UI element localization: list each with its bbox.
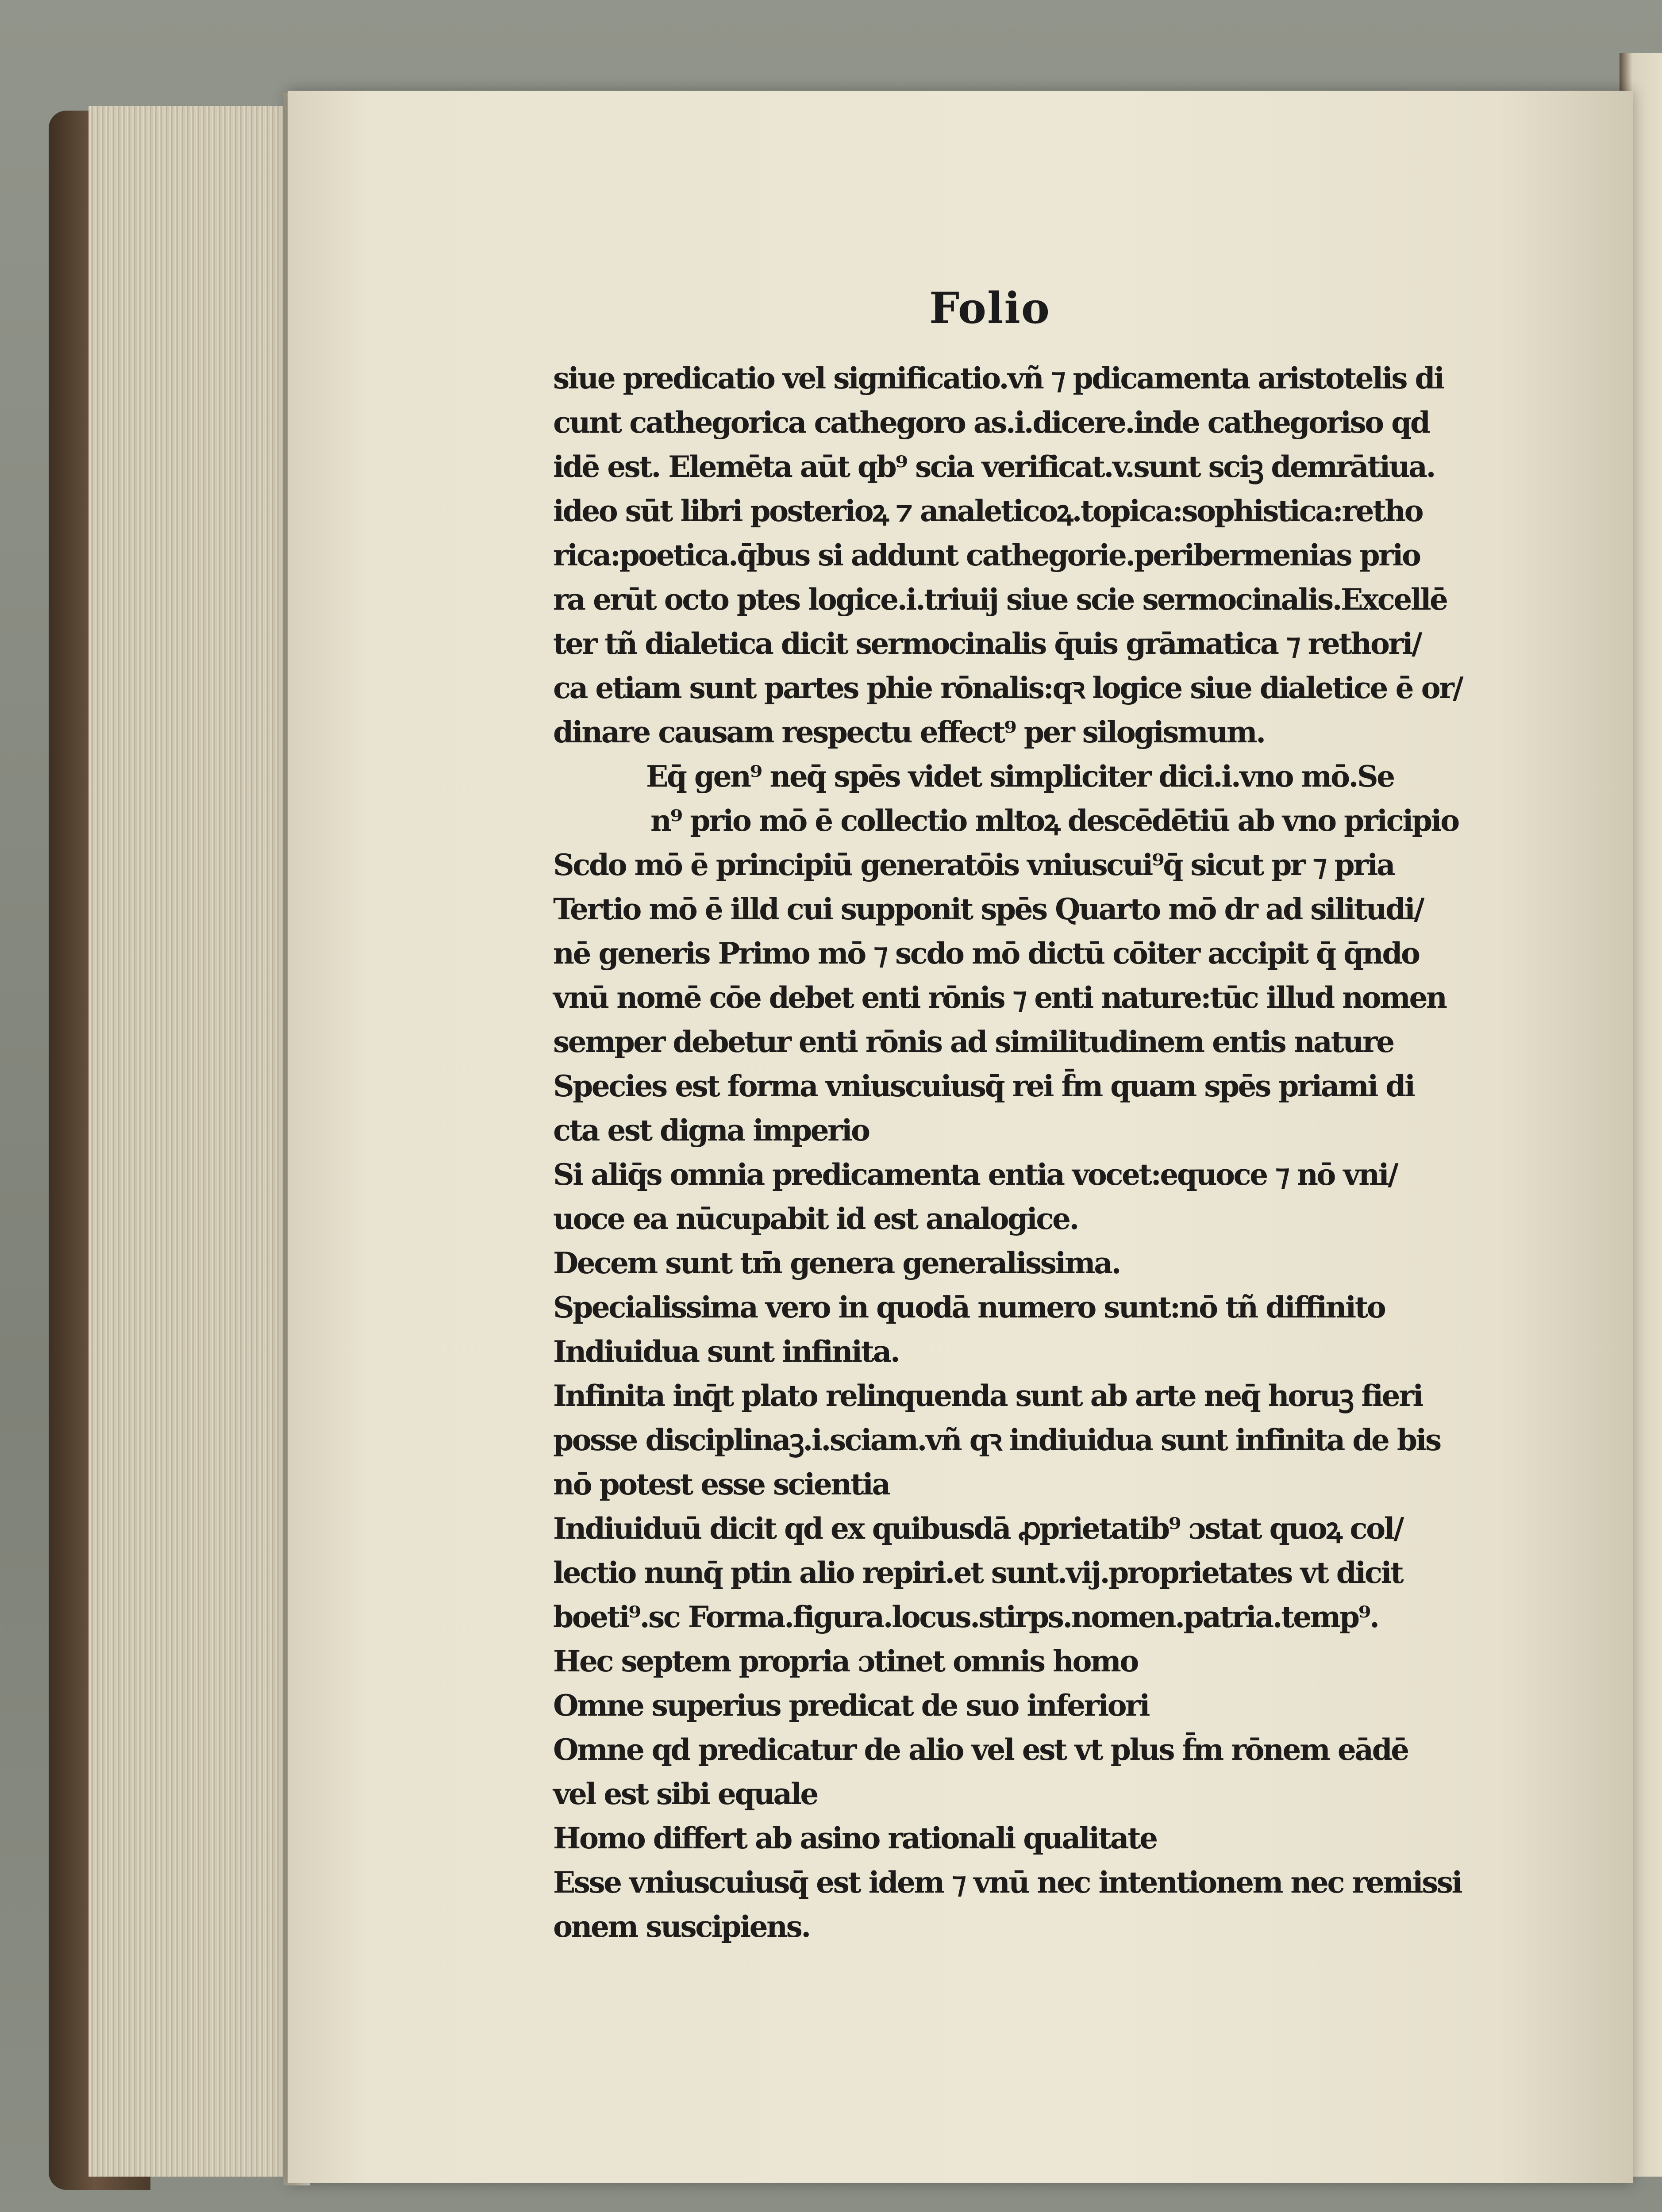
text-line: dinare causam respectu effect⁹ per silogismum.	[553, 715, 1265, 749]
text-line: siue predicatio vel significatio.vñ ⁊ pdicamenta aristotelis di	[553, 361, 1443, 396]
page-edges	[88, 106, 292, 2177]
text-line: Hec septem propria ɔtinet omnis homo	[553, 1644, 1138, 1678]
text-line: Species est forma vniuscuiusq̄ rei f̄m quam spēs priami di	[553, 1069, 1414, 1103]
text-line: rica:poetica.q̄bus si addunt cathegorie.peribermenias prio	[553, 538, 1420, 572]
text-block	[553, 356, 1500, 1949]
text-line: idē est. Elemēta aūt qb⁹ scia verificat.v.sunt sciꝫ demrātiua.	[553, 449, 1435, 484]
text-line: semper debetur enti rōnis ad similitudinem entis nature	[553, 1025, 1393, 1059]
text-line: boeti⁹.sc Forma.figura.locus.stirps.nomen.patria.temp⁹.	[553, 1600, 1378, 1634]
text-line: posse disciplinaꝫ.i.sciam.vñ qꝛ indiuidua sunt infinita de bis	[553, 1423, 1440, 1457]
text-line: nō potest esse scientia	[553, 1467, 889, 1502]
text-line: Eq̄ gen⁹ neq̄ spēs videt simpliciter dici.i.vno mō.Se	[646, 759, 1394, 794]
text-line: ra erūt octo ptes logice.i.triuij siue scie sermocinalis.Excellē	[553, 582, 1447, 617]
text-line: n⁹ prio mō ē collectio mltoꝝ descēdētiū ab vno pricipio	[650, 803, 1458, 838]
text-line: vnū nomē cōe debet enti rōnis ⁊ enti nature:tūc illud nomen	[553, 980, 1446, 1015]
text-line: Decem sunt tm̄ genera generalissima.	[553, 1246, 1120, 1280]
text-line: Infinita inq̄t plato relinquenda sunt ab arte neq̄ horuꝫ fieri	[553, 1379, 1422, 1413]
text-line: Specialissima vero in quodā numero sunt:nō tñ diffinito	[553, 1290, 1385, 1325]
text-line: Esse vniuscuiusq̄ est idem ⁊ vnū nec intentionem nec remissi	[553, 1865, 1462, 1900]
text-line: ideo sūt libri posterioꝝ ⁊ analeticoꝝ.topica:sophistica:retho	[553, 494, 1423, 528]
text-line: Tertio mō ē illd cui supponit spēs Quarto mō dr ad silitudi/	[553, 892, 1423, 926]
text-line: Homo differt ab asino rationali qualitate	[553, 1821, 1157, 1855]
text-line: Indiuiduū dicit qd ex quibusdā ꝓprietatib⁹ ɔstat quoꝝ col/	[553, 1511, 1403, 1546]
text-line: Omne superius predicat de suo inferiori	[553, 1688, 1149, 1723]
text-line: cta est digna imperio	[553, 1113, 869, 1148]
text-line: ca etiam sunt partes phie rōnalis:qꝛ logice siue dialetice ē or/	[553, 671, 1462, 705]
text-line: uoce ea nūcupabit id est analogice.	[553, 1202, 1078, 1236]
text-line: Indiuidua sunt infinita.	[553, 1334, 899, 1369]
text-line: ter tñ dialetica dicit sermocinalis q̄uis grāmatica ⁊ rethori/	[553, 626, 1421, 661]
text-line: Omne qd predicatur de alio vel est vt plus f̄m rōnem eādē	[553, 1732, 1408, 1767]
text-line: cunt cathegorica cathegoro as.i.dicere.inde cathegoriso qd	[553, 405, 1429, 440]
text-line: onem suscipiens.	[553, 1909, 810, 1944]
text-line: Scdo mō ē principiū generatōis vniuscui⁹q̄ sicut pr ⁊ pria	[553, 848, 1394, 882]
text-line: lectio nunq̄ ptin alio repiri.et sunt.vij.proprietates vt dicit	[553, 1555, 1403, 1590]
text-line: Si aliq̄s omnia predicamenta entia vocet:equoce ⁊ nō vni/	[553, 1157, 1397, 1192]
text-line: nē generis Primo mō ⁊ scdo mō dictū cōiter accipit q̄ q̄ndo	[553, 936, 1419, 971]
folio-heading: Folio	[929, 283, 1050, 333]
text-line: vel est sibi equale	[553, 1777, 817, 1811]
